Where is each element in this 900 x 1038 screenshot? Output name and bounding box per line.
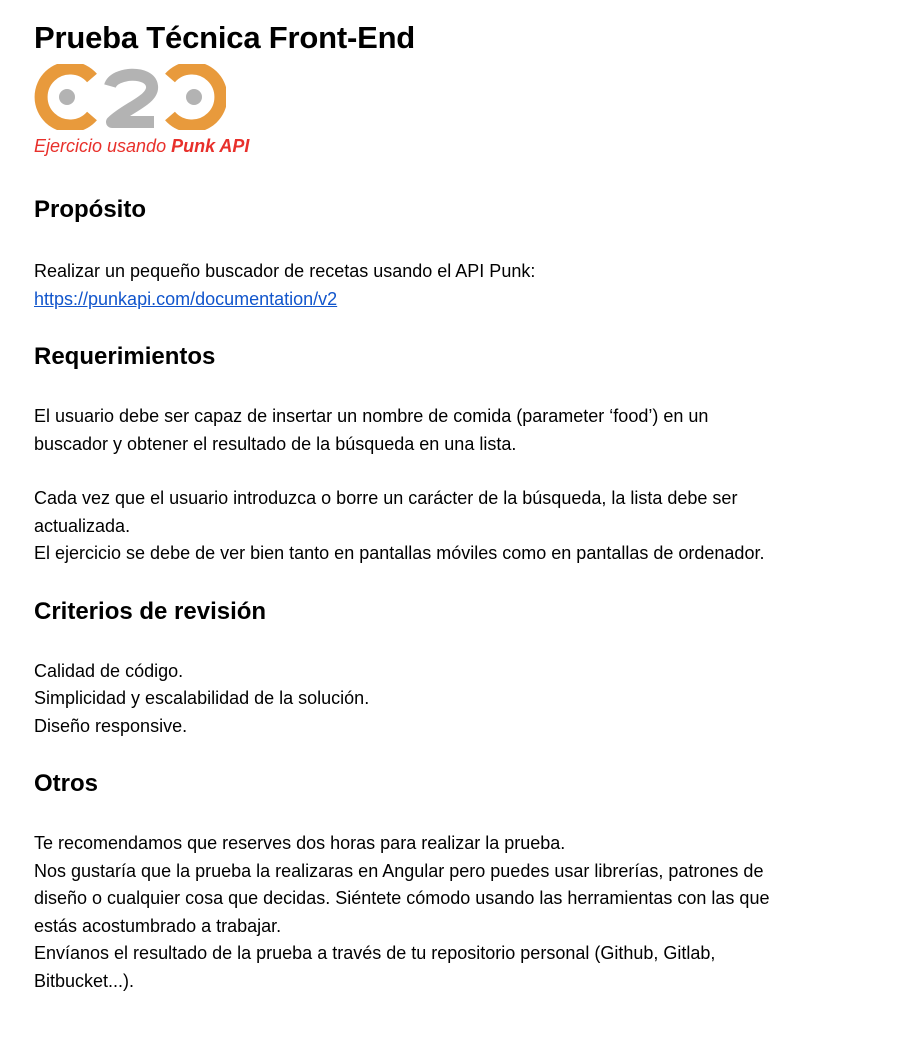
logo-right-dot <box>186 89 202 105</box>
otros-line: Nos gustaría que la prueba la realizaras en Angular pero puedes usar librerías, patrones de <box>34 860 764 881</box>
otros-line: Te recomendamos que reserves dos horas para realizar la prueba. <box>34 833 566 853</box>
document-page <box>34 18 874 995</box>
section-otros <box>34 768 874 995</box>
criterio-line: Simplicidad y escalabilidad de la solución. <box>34 688 370 708</box>
subtitle <box>34 134 874 158</box>
proposito-text: Realizar un pequeño buscador de recetas usando el API Punk: <box>34 261 536 281</box>
punk-api-docs-link[interactable]: https://punkapi.com/documentation/v2 <box>34 288 338 309</box>
section-proposito <box>34 194 874 313</box>
otros-line: Envíanos el resultado de la prueba a través de tu repositorio personal (Github, Gitlab, <box>34 943 716 963</box>
subtitle-prefix: Ejercicio usando <box>34 136 172 156</box>
logo-left-dot <box>59 89 75 105</box>
heading-proposito: Propósito <box>34 196 146 223</box>
logo-two <box>110 75 154 122</box>
requerimientos-line: actualizada. <box>34 515 131 536</box>
heading-otros: Otros <box>34 770 99 797</box>
otros-line: Bitbucket...). <box>34 970 135 991</box>
requerimientos-line: El ejercicio se debe de ver bien tanto en pantallas móviles como en pantallas de ordenador. <box>34 543 765 563</box>
heading-requerimientos: Requerimientos <box>34 343 216 370</box>
section-requerimientos <box>34 341 874 568</box>
requerimientos-line: El usuario debe ser capaz de insertar un nombre de comida (parameter ‘food’) en un <box>34 406 709 426</box>
section-criterios <box>34 596 874 741</box>
heading-criterios: Criterios de revisión <box>34 597 267 625</box>
criterio-line: Calidad de código. <box>34 660 184 681</box>
subtitle-api-name: Punk API <box>171 136 250 156</box>
requerimientos-line: buscador y obtener el resultado de la búsqueda en una lista. <box>34 433 517 454</box>
document-title: Prueba Técnica Front-End <box>34 20 416 55</box>
otros-line: diseño o cualquier cosa que decidas. Siéntete cómodo usando las herramientas con las que <box>34 888 770 908</box>
requerimientos-line: Cada vez que el usuario introduzca o borre un carácter de la búsqueda, la lista debe ser <box>34 488 738 508</box>
criterio-line: Diseño responsive. <box>34 715 188 736</box>
otros-line: estás acostumbrado a trabajar. <box>34 915 282 936</box>
c2c-logo <box>34 64 226 130</box>
